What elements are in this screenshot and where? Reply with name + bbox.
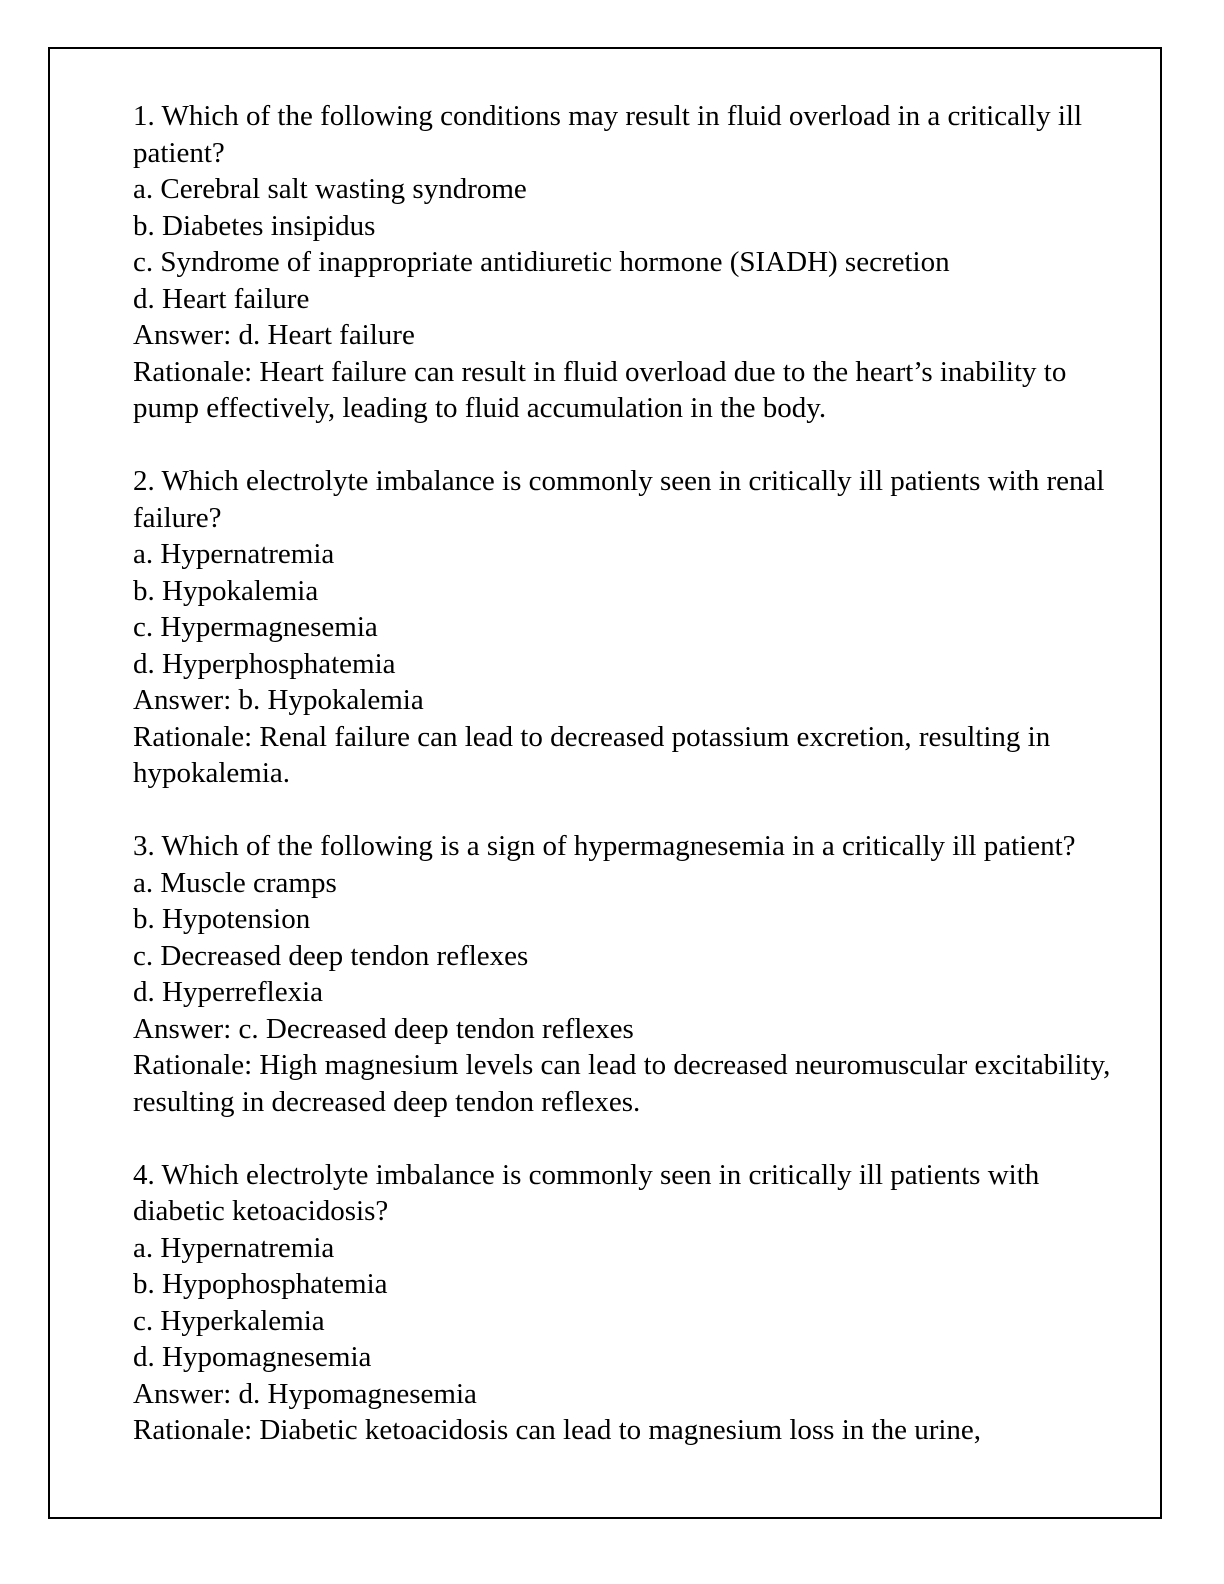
- document-body: [133, 98, 1123, 1485]
- question-block-2: [133, 463, 1123, 792]
- answer-option: d. Hypomagnesemia: [133, 1341, 372, 1373]
- answer-option: a. Hypernatremia: [133, 1231, 335, 1264]
- answer-option: d. Hyperreflexia: [133, 976, 324, 1008]
- answer-option: c. Hyperkalemia: [133, 1304, 325, 1337]
- rationale-text: Rationale: Heart failure can result in fluid overload due to the heart’s inability to pump effectively, leading to fluid accumulation in the body.: [133, 355, 1074, 424]
- answer-option: b. Hypophosphatemia: [133, 1268, 388, 1300]
- answer-option: d. Heart failure: [133, 282, 310, 315]
- correct-answer: Answer: d. Hypomagnesemia: [133, 1377, 477, 1410]
- question-stem: 4. Which electrolyte imbalance is commonly seen in critically ill patients with diabetic ketoacidosis?: [133, 1158, 1047, 1227]
- answer-option: a. Cerebral salt wasting syndrome: [133, 173, 527, 205]
- answer-option: c. Decreased deep tendon reflexes: [133, 939, 529, 972]
- question-stem: 3. Which of the following is a sign of hypermagnesemia in a critically ill patient?: [133, 830, 1076, 862]
- question-block-4: [133, 1157, 1123, 1449]
- answer-option: b. Hypokalemia: [133, 574, 319, 607]
- rationale-text: Rationale: Renal failure can lead to decreased potassium excretion, resulting in hypokalemia.: [133, 720, 1058, 789]
- question-stem: 1. Which of the following conditions may result in fluid overload in a critically ill patient?: [133, 100, 1090, 169]
- answer-option: b. Diabetes insipidus: [133, 209, 376, 242]
- correct-answer: Answer: b. Hypokalemia: [133, 684, 424, 716]
- rationale-text: Rationale: Diabetic ketoacidosis can lead to magnesium loss in the urine,: [133, 1414, 982, 1446]
- question-stem: 2. Which electrolyte imbalance is commonly seen in critically ill patients with renal failure?: [133, 465, 1112, 534]
- rationale-text: Rationale: High magnesium levels can lead to decreased neuromuscular excitability, resulting in decreased deep tendon reflexes.: [133, 1049, 1118, 1118]
- answer-option: c. Syndrome of inappropriate antidiuretic hormone (SIADH) secretion: [133, 246, 950, 278]
- answer-option: b. Hypotension: [133, 903, 311, 935]
- question-block-3: [133, 828, 1123, 1120]
- question-block-1: [133, 98, 1123, 427]
- correct-answer: Answer: c. Decreased deep tendon reflexes: [133, 1012, 634, 1045]
- answer-option: c. Hypermagnesemia: [133, 611, 378, 643]
- answer-option: d. Hyperphosphatemia: [133, 647, 396, 680]
- answer-option: a. Hypernatremia: [133, 538, 335, 570]
- correct-answer: Answer: d. Heart failure: [133, 319, 415, 351]
- answer-option: a. Muscle cramps: [133, 866, 337, 899]
